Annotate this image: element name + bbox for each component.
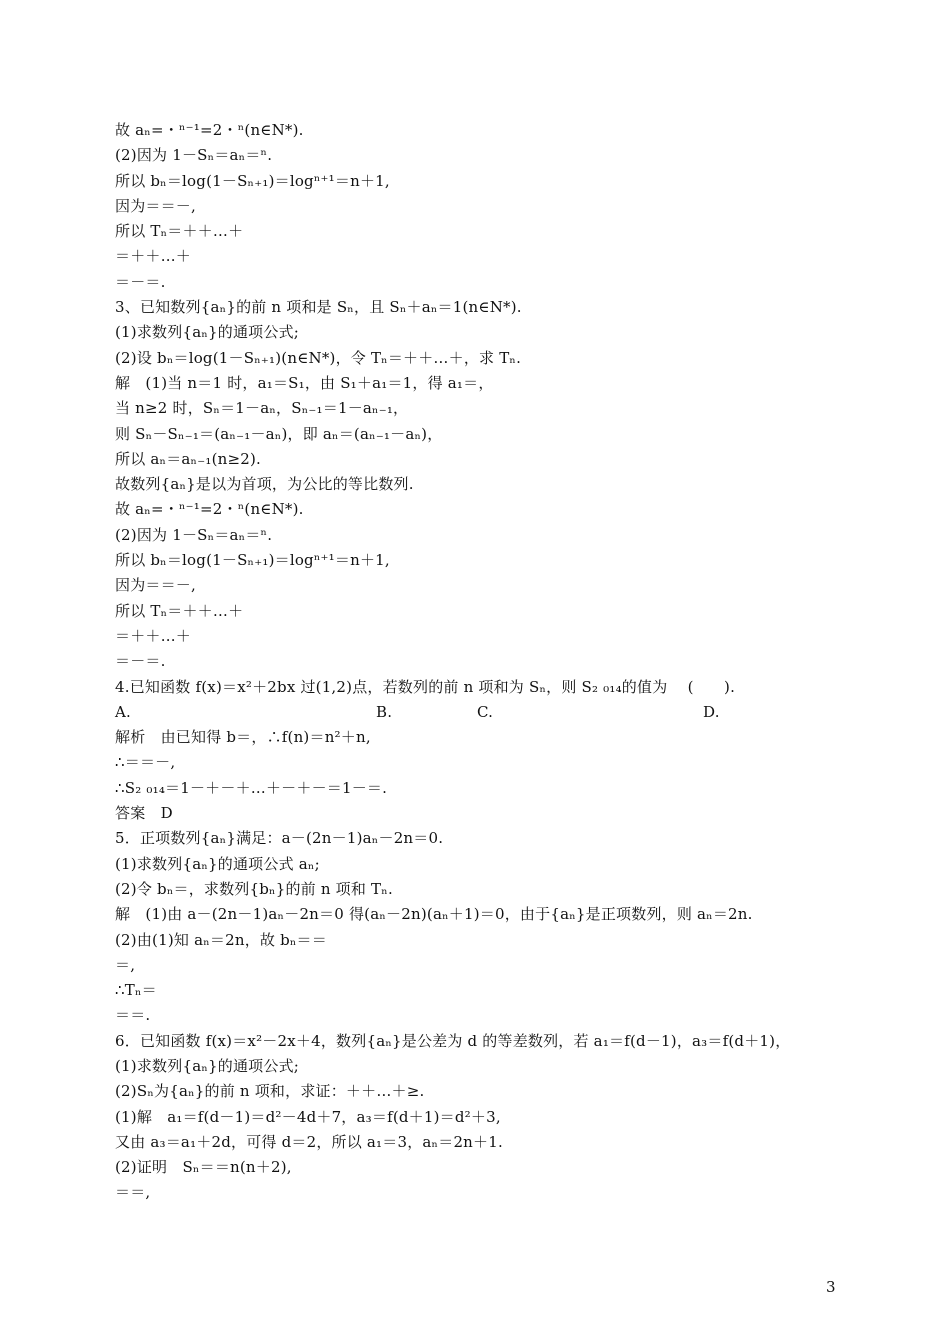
text-line: 所以 bₙ＝log(1－Sₙ₊₁)＝logⁿ⁺¹＝n＋1,	[115, 171, 390, 190]
page-number: 3	[826, 1278, 836, 1296]
text-line: ＝＋＋…＋	[115, 626, 192, 645]
text-line: ＝＝,	[115, 1183, 151, 1202]
problem-6-statement: 6．已知函数 f(x)＝x²－2x＋4，数列{aₙ}是公差为 d 的等差数列，若 a₁＝f(d－1)，a₃＝f(d＋1)，	[115, 1031, 791, 1050]
text-line: 则 Sₙ－Sₙ₋₁＝(aₙ₋₁－aₙ)，即 aₙ＝(aₙ₋₁－aₙ)，	[115, 424, 443, 443]
text-line: ∴＝＝－,	[115, 753, 176, 772]
option-a: A.	[115, 702, 132, 721]
text-line: (2)因为 1－Sₙ＝aₙ＝ⁿ.	[115, 146, 273, 165]
text-line: (1)解 a₁＝f(d－1)＝d²－4d＋7，a₃＝f(d＋1)＝d²＋3,	[115, 1107, 501, 1126]
answer-line: 答案 D	[115, 804, 173, 823]
text-line: (2)由(1)知 aₙ＝2n，故 bₙ＝＝	[115, 930, 327, 949]
text-line: ＝＝.	[115, 1006, 151, 1025]
text-line: 因为＝＝－,	[115, 576, 196, 595]
text-line: ＝－＝.	[115, 272, 166, 291]
text-line: 当 n≥2 时，Sₙ＝1－aₙ，Sₙ₋₁＝1－aₙ₋₁，	[115, 399, 409, 418]
text-line: 因为＝＝－,	[115, 196, 196, 215]
document-body	[115, 118, 835, 1206]
text-line: ∴S₂ ₀₁₄＝1－＋－＋…＋－＋－＝1－＝.	[115, 778, 388, 797]
problem-3-statement: 3、已知数列{aₙ}的前 n 项和是 Sₙ，且 Sₙ＋aₙ＝1(n∈N*).	[115, 298, 522, 317]
text-line: (2)Sₙ为{aₙ}的前 n 项和，求证：＋＋…＋≥.	[115, 1082, 425, 1101]
text-line: 所以 bₙ＝log(1－Sₙ₊₁)＝logⁿ⁺¹＝n＋1,	[115, 551, 390, 570]
problem-4-statement: 4.已知函数 f(x)＝x²＋2bx 过(1,2)点，若数列的前 n 项和为 Sₙ，则 S₂ ₀₁₄的值为 ( ).	[115, 677, 736, 696]
solution-start: 解 (1)当 n＝1 时，a₁＝S₁，由 S₁＋a₁＝1，得 a₁＝，	[115, 373, 494, 392]
option-b: B.	[376, 702, 393, 721]
text-line: 故 aₙ=・ⁿ⁻¹=2・ⁿ(n∈N*).	[115, 500, 304, 519]
text-line: (1)求数列{aₙ}的通项公式;	[115, 1056, 300, 1075]
text-line: (2)令 bₙ＝，求数列{bₙ}的前 n 项和 Tₙ.	[115, 879, 393, 898]
text-line: (1)求数列{aₙ}的通项公式;	[115, 323, 300, 342]
text-line: ＝,	[115, 955, 136, 974]
text-line: 故 aₙ=・ⁿ⁻¹=2・ⁿ(n∈N*).	[115, 121, 304, 139]
text-line: 所以 aₙ＝aₙ₋₁(n≥2).	[115, 449, 262, 468]
option-c: C.	[477, 702, 494, 721]
text-line: (1)求数列{aₙ}的通项公式 aₙ;	[115, 854, 320, 873]
option-d: D.	[703, 702, 720, 721]
text-line: (2)证明 Sₙ＝＝n(n＋2),	[115, 1158, 292, 1177]
text-line: (2)设 bₙ＝log(1－Sₙ₊₁)(n∈N*)，令 Tₙ＝＋＋…＋，求 Tₙ.	[115, 348, 522, 367]
analysis-line: 解析 由已知得 b＝，∴f(n)＝n²＋n,	[115, 728, 371, 747]
text-line: ＝＋＋…＋	[115, 247, 192, 266]
text-line: 所以 Tₙ＝＋＋…＋	[115, 601, 244, 620]
solution-start: 解 (1)由 a－(2n－1)aₙ－2n＝0 得(aₙ－2n)(aₙ＋1)＝0，由于{aₙ}是正项数列，则 aₙ＝2n.	[115, 905, 753, 924]
text-line: 所以 Tₙ＝＋＋…＋	[115, 222, 244, 241]
text-line: ∴Tₙ＝	[115, 981, 157, 1000]
text-line: 故数列{aₙ}是以为首项，为公比的等比数列.	[115, 475, 414, 494]
answer-options	[115, 700, 835, 725]
text-line: ＝－＝.	[115, 652, 166, 671]
problem-5-statement: 5．正项数列{aₙ}满足：a－(2n－1)aₙ－2n＝0.	[115, 829, 444, 848]
text-line: 又由 a₃＝a₁＋2d，可得 d＝2，所以 a₁＝3，aₙ＝2n＋1.	[115, 1132, 503, 1151]
text-line: (2)因为 1－Sₙ＝aₙ＝ⁿ.	[115, 525, 273, 544]
